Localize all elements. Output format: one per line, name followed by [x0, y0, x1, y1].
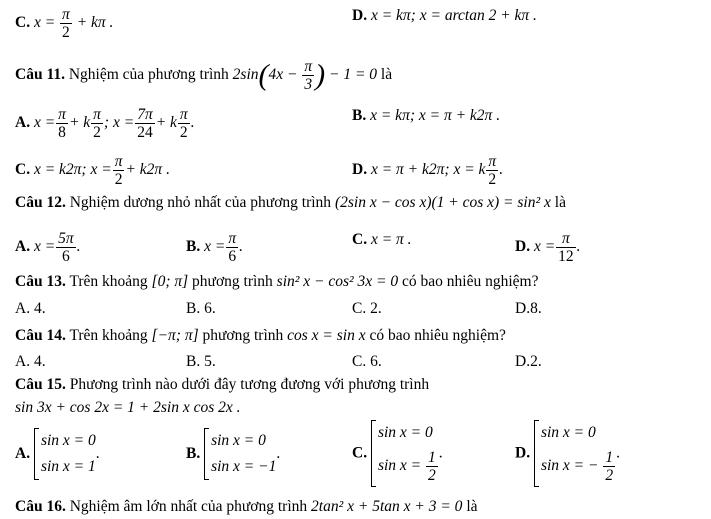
expr: ; x = — [103, 114, 135, 132]
expr: x = π . — [370, 231, 412, 248]
q12-option-c — [352, 230, 412, 250]
question-text: phương trình — [202, 327, 284, 344]
system-row: sin x = −1 — [211, 458, 277, 475]
paren: ) — [315, 58, 326, 92]
option-label: A. — [15, 114, 31, 132]
expr: x = — [33, 238, 56, 256]
system-bracket — [34, 428, 96, 480]
q13-option-d: D.8. — [515, 300, 542, 317]
q13-option-b: B. 6. — [186, 300, 216, 317]
numerator: 7π — [137, 106, 153, 123]
system-row: sin x = 1 — [40, 458, 96, 475]
option-label: C. — [15, 14, 31, 32]
question-label: Câu 11. — [15, 66, 65, 84]
expr: x = kπ; x = arctan 2 + kπ . — [370, 7, 537, 24]
interval: [−π; π] — [151, 327, 199, 344]
expr: x = — [33, 114, 56, 132]
expr: x = k2π; x = — [33, 161, 112, 179]
question-label: Câu 12. — [15, 194, 66, 211]
expr: . — [95, 445, 100, 462]
q15-option-b — [186, 428, 280, 480]
denominator: 2 — [486, 170, 498, 188]
q14-option-c: C. 6. — [352, 353, 382, 370]
expr: + k — [155, 114, 177, 132]
question-11 — [15, 58, 392, 93]
system-row: sin x = 0 — [540, 424, 596, 441]
denominator: 2 — [428, 467, 436, 484]
expr: . — [616, 444, 620, 462]
top-option-d — [352, 6, 537, 26]
numerator: π — [562, 230, 570, 247]
equation: cos x = sin x — [287, 327, 366, 344]
equation: sin² x − cos² 3x = 0 — [276, 273, 399, 290]
system-row — [378, 446, 439, 487]
numerator: π — [488, 153, 497, 170]
numerator: π — [62, 6, 70, 23]
question-label: Câu 14. — [15, 327, 66, 344]
fraction — [302, 58, 314, 93]
q14-option-d: D.2. — [515, 353, 542, 370]
expr: x = π + k2π; x = k — [370, 161, 486, 179]
option-label: D. — [515, 444, 531, 462]
option-label: C. — [15, 161, 31, 179]
fraction — [56, 230, 76, 265]
q13-option-c: C. 2. — [352, 300, 382, 317]
numerator: π — [114, 153, 123, 170]
denominator: 2 — [605, 467, 614, 484]
question-text: có bao nhiêu nghiệm? — [402, 273, 539, 290]
q15-option-c — [352, 420, 443, 487]
question-label: Câu 16. — [15, 498, 66, 515]
option-label: C. — [352, 444, 368, 462]
q15-option-a — [15, 428, 100, 480]
question-text: có bao nhiêu nghiệm? — [369, 327, 506, 344]
equation: 2tan² x + 5tan x + 3 = 0 — [311, 498, 463, 515]
question-16 — [15, 497, 478, 517]
fraction — [426, 449, 438, 484]
option-label: B. — [352, 107, 367, 124]
equation — [232, 58, 381, 93]
fraction — [56, 106, 68, 141]
denominator: 3 — [302, 75, 314, 93]
denominator: 6 — [56, 247, 76, 265]
eq-part: 4x − — [268, 66, 298, 84]
fraction — [60, 6, 72, 41]
question-13 — [15, 272, 538, 292]
expr: sin x = − — [540, 457, 599, 475]
question-tail: là — [466, 498, 478, 515]
question-text: Nghiệm âm lớn nhất của phương trình — [69, 498, 308, 515]
option-label: D. — [352, 161, 368, 179]
denominator: 2 — [113, 170, 125, 188]
denominator: 2 — [178, 123, 190, 141]
denominator: 24 — [135, 123, 155, 141]
fraction — [135, 106, 155, 141]
option-label: B. — [186, 238, 201, 256]
question-text: Trên khoảng — [69, 273, 148, 290]
question-label: Câu 15. — [15, 376, 66, 393]
q15-option-d — [515, 420, 620, 487]
expr: . — [438, 444, 443, 462]
system-row: sin x = 0 — [40, 432, 96, 449]
question-text: Trên khoảng — [69, 327, 148, 344]
fraction — [178, 106, 190, 141]
expr: + k2π . — [125, 161, 170, 179]
fraction — [113, 153, 125, 188]
question-15 — [15, 375, 429, 395]
question-text: Nghiệm của phương trình — [68, 66, 229, 84]
system-bracket — [204, 428, 276, 480]
eq-part: 2sin — [232, 66, 259, 84]
system-row: sin x = 0 — [211, 432, 266, 449]
q14-option-b: B. 5. — [186, 353, 216, 370]
option-label: A. — [15, 238, 31, 256]
option-label: A. — [15, 445, 31, 462]
fraction — [556, 230, 576, 265]
question-15-equation — [15, 398, 241, 418]
system-row: sin x = 0 — [377, 424, 433, 441]
q12-option-b — [186, 230, 243, 265]
eq-part: − 1 = 0 — [329, 66, 378, 84]
system-bracket — [371, 420, 439, 487]
numerator: π — [228, 230, 237, 247]
option-label: D. — [352, 7, 368, 24]
option-label: C. — [352, 231, 368, 248]
numerator: π — [93, 106, 101, 123]
q11-option-a — [15, 106, 195, 141]
numerator: 1 — [605, 449, 614, 466]
denominator: 6 — [226, 247, 238, 265]
expr: x = kπ; x = π + k2π . — [370, 107, 501, 124]
question-text: Nghiệm dương nhỏ nhất của phương trình — [69, 194, 332, 211]
question-text: phương trình — [192, 273, 273, 290]
denominator: 8 — [56, 123, 68, 141]
q13-option-a: A. 4. — [15, 300, 46, 317]
numerator: π — [179, 106, 188, 123]
top-option-c — [15, 6, 113, 41]
expr: + k — [68, 114, 91, 132]
expr: x = — [33, 14, 56, 32]
denominator: 12 — [558, 248, 574, 265]
fraction — [91, 106, 103, 141]
q12-option-d — [515, 230, 581, 265]
q14-option-a: A. 4. — [15, 353, 46, 370]
question-14 — [15, 326, 506, 346]
numerator: π — [304, 58, 313, 75]
numerator: π — [58, 106, 66, 123]
expr: . — [499, 161, 504, 179]
q11-option-d — [352, 153, 503, 188]
expr: + kπ . — [76, 14, 114, 32]
expr: . — [276, 445, 281, 462]
q12-option-a — [15, 230, 81, 265]
equation: sin 3x + cos 2x = 1 + 2sin x cos 2x . — [15, 399, 241, 416]
expr: x = — [204, 238, 226, 256]
expr: . — [239, 238, 243, 256]
fraction — [486, 153, 498, 188]
paren: ( — [258, 58, 269, 92]
expr: . — [576, 238, 581, 256]
fraction — [226, 230, 238, 265]
option-label: B. — [186, 445, 201, 462]
expr: . — [76, 238, 81, 256]
q11-option-c — [15, 153, 170, 188]
denominator: 2 — [91, 123, 103, 141]
fraction — [603, 449, 615, 484]
system-bracket — [534, 420, 616, 487]
expr: sin x = — [377, 457, 422, 475]
system-row — [541, 446, 616, 487]
q11-option-b — [352, 106, 500, 126]
option-label: D. — [515, 238, 531, 256]
numerator: 5π — [58, 230, 74, 247]
question-12 — [15, 193, 566, 213]
denominator: 2 — [60, 23, 72, 41]
expr: x = — [533, 238, 556, 256]
interval: [0; π] — [151, 273, 189, 290]
equation: (2sin x − cos x)(1 + cos x) = sin² x — [334, 194, 551, 211]
question-text: Phương trình nào dưới đây tương đương với phương trình — [69, 376, 430, 393]
numerator: 1 — [428, 449, 436, 466]
expr: . — [190, 114, 195, 132]
question-tail: là — [380, 66, 393, 84]
question-tail: là — [554, 194, 566, 211]
question-label: Câu 13. — [15, 273, 66, 290]
